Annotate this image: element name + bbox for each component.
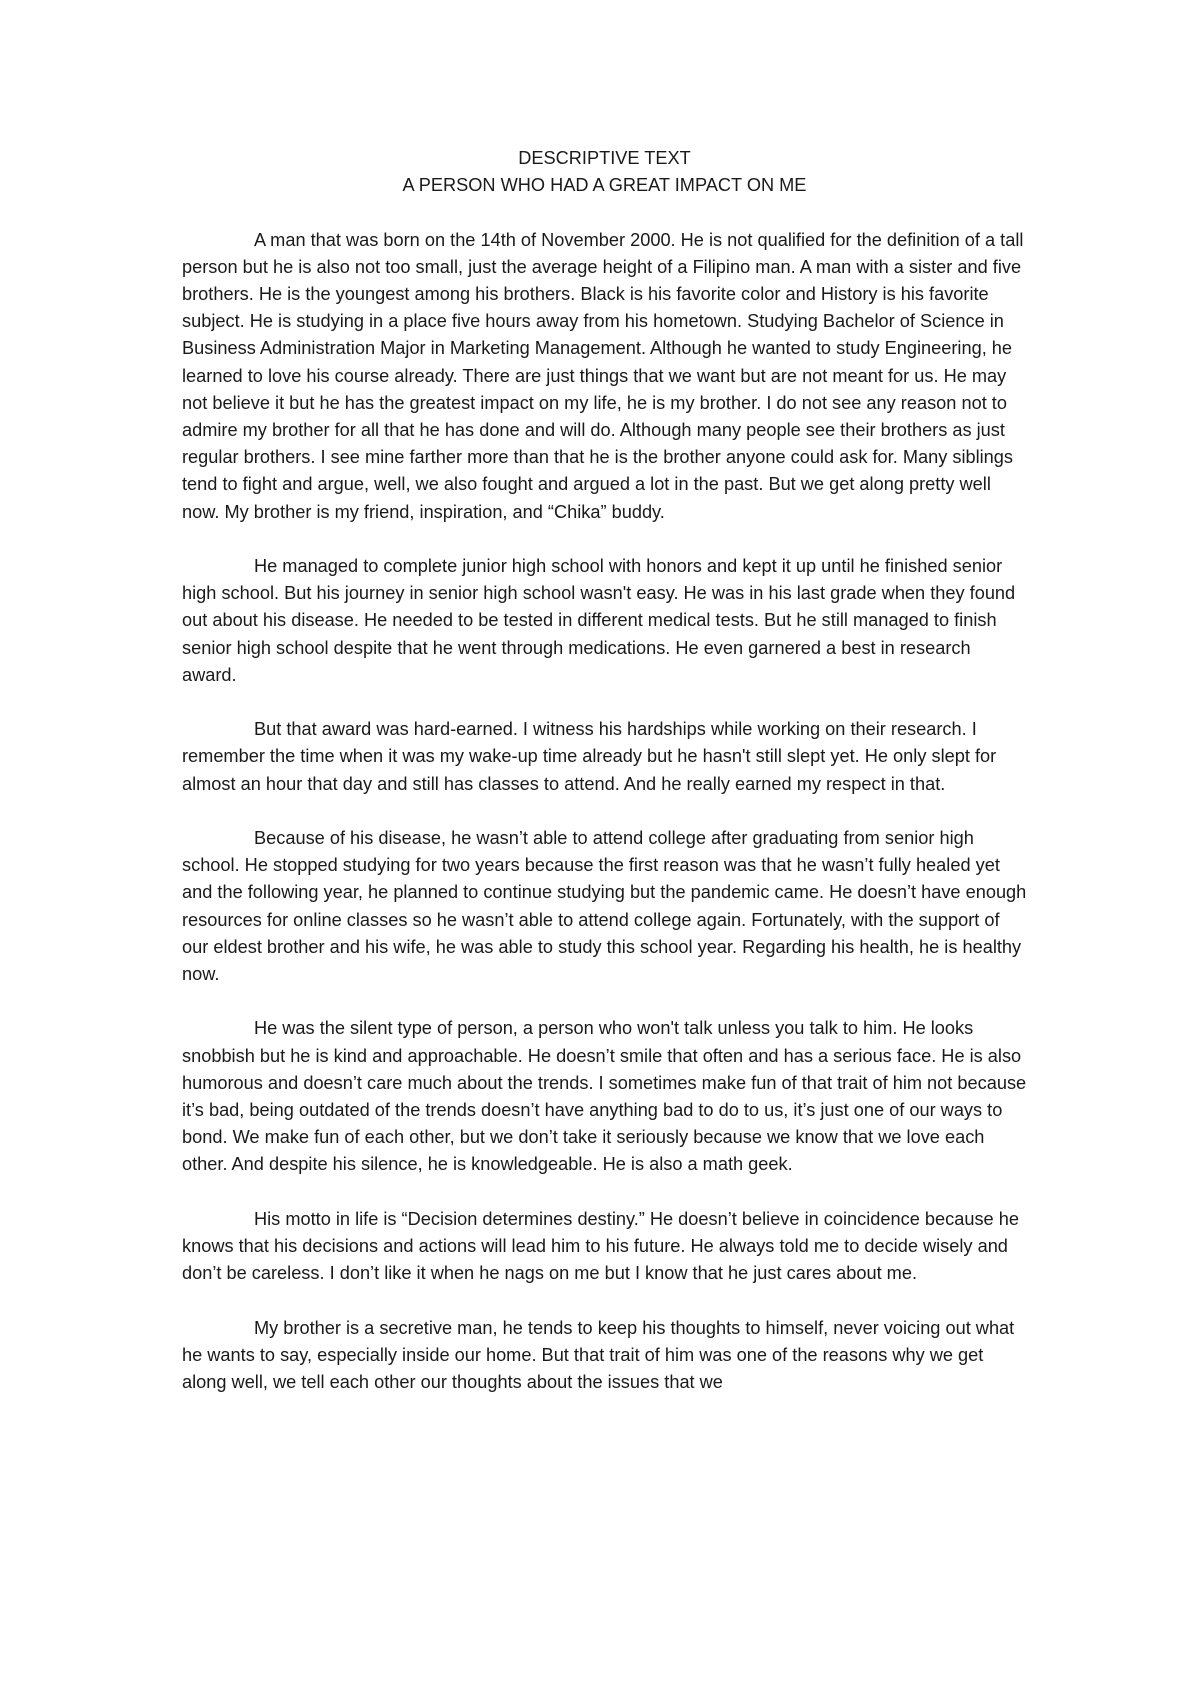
paragraph-1: A man that was born on the 14th of November 2000. He is not qualified for the definition of a tall person but he is also not too small, just the average height of a Filipino man. A man with a sister and five brothers. He is the youngest among his brothers. Black is his favorite color and History is his favorite subject. He is studying in a place five hours away from his hometown. Studying Bachelor of Science in Business Administration Major in Marketing Management. Although he wanted to study Engineering, he learned to love his course already. There are just things that we want but are not meant for us. He may not believe it but he has the greatest impact on my life, he is my brother. I do not see any reason not to admire my brother for all that he has done and will do. Although many people see their brothers as just regular brothers. I see mine farther more than that he is the brother anyone could ask for. Many siblings tend to fight and argue, well, we also fought and argued a lot in the past. But we get along pretty well now. My brother is my friend, inspiration, and “Chika” buddy.	[182, 229, 1024, 522]
heading-spacer	[182, 199, 1027, 226]
paragraph-6: His motto in life is “Decision determines destiny.” He doesn’t believe in coincidence because he knows that his decisions and actions will lead him to his future. He always told me to decide wisely and don’t be careless. I don’t like it when he nags on me but I know that he just cares about me.	[182, 1208, 1019, 1284]
document-subtitle: A PERSON WHO HAD A GREAT IMPACT ON ME	[402, 175, 807, 196]
paragraph-5: He was the silent type of person, a person who won't talk unless you talk to him. He looks snobbish but he is kind and approachable. He doesn’t smile that often and has a serious face. He is also humorous and doesn’t care much about the trends. I sometimes make fun of that trait of him not because it’s bad, being outdated of the trends doesn’t have anything bad to do to us, it’s just one of our ways to bond. We make fun of each other, but we don’t take it seriously because we know that we love each other. And despite his silence, he is knowledgeable. He is also a math geek.	[182, 1018, 1027, 1175]
paragraph-7: My brother is a secretive man, he tends to keep his thoughts to himself, never voicing out what he wants to say, especially inside our home. But that trait of him was one of the reasons why we get along well, we tell each other our thoughts about the issues that we	[182, 1317, 1015, 1393]
paragraph-4: Because of his disease, he wasn’t able to attend college after graduating from senior high school. He stopped studying for two years because the first reason was that he wasn’t fully healed yet and the following year, he planned to continue studying but the pandemic came. He doesn’t have enough resources for online classes so he wasn’t able to attend college again. Fortunately, with the support of our eldest brother and his wife, he was able to study this school year. Regarding his health, he is healthy now.	[182, 828, 1027, 985]
document-body	[182, 145, 1027, 1423]
paragraph-2: He managed to complete junior high school with honors and kept it up until he finished senior high school. But his journey in senior high school wasn't easy. He was in his last grade when they found out about his disease. He needed to be tested in different medical tests. But he still managed to finish senior high school despite that he went through medications. He even garnered a best in research award.	[182, 556, 1016, 685]
paragraph-3: But that award was hard-earned. I witness his hardships while working on their research. I remember the time when it was my wake-up time already but he hasn't still slept yet. He only slept for almost an hour that day and still has classes to attend. And he really earned my respect in that.	[182, 719, 997, 794]
document-title: DESCRIPTIVE TEXT	[518, 148, 691, 168]
